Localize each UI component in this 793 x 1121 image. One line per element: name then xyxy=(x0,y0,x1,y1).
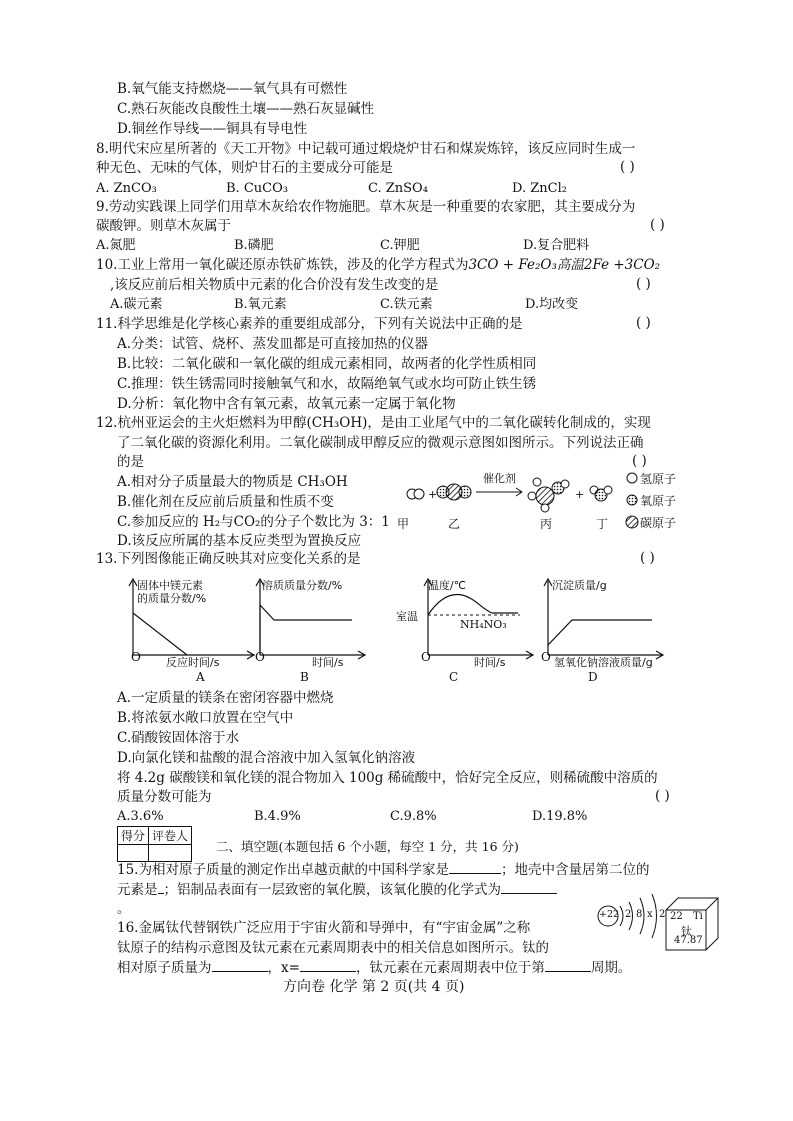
legend-oxygen: 氧原子 xyxy=(640,494,677,508)
q15-text-3: 元素是 xyxy=(117,882,158,898)
q16-line1: 16.金属钛代替钢铁广泛应用于宇宙火箭和导弹中，有“宇宙金属”之称 xyxy=(117,920,531,936)
chart-c-caption: C xyxy=(449,670,459,684)
shell-2-count: 8 xyxy=(636,909,643,920)
q15-blank-3[interactable] xyxy=(501,881,557,894)
q12-option-d: D.该反应所属的基本反应类型为置换反应 xyxy=(117,533,362,549)
label-ding: 丁 xyxy=(596,517,609,531)
q12-option-c: C.参加反应的 H₂与CO₂的分子个数比为 3：1 xyxy=(117,514,390,530)
q13-answer-paren: ( ) xyxy=(640,550,655,566)
chart-d-xlabel: 氢氧化钠溶液质量/g xyxy=(554,656,653,669)
grader-cell[interactable] xyxy=(149,845,192,862)
chart-a-xlabel: 反应时间/s xyxy=(166,656,220,669)
q7-option-b: B.氧气能支持燃烧——氧气具有可燃性 xyxy=(117,81,348,97)
q13-option-d: D.向氯化镁和盐酸的混合溶液中加入氢氧化钠溶液 xyxy=(117,750,416,766)
q12-stem-line3: 的是 xyxy=(117,454,144,470)
q9-option-c: C.钾肥 xyxy=(380,238,420,253)
q14-stem-line1: 将 4.2g 碳酸镁和氧化镁的混合物加入 100g 稀硫酸中，恰好完全反应，则稀硫酸中溶质的 xyxy=(117,770,658,786)
q9-option-b: B.磷肥 xyxy=(234,238,274,253)
nucleus-charge: +22 xyxy=(599,909,620,920)
chart-d-origin: O xyxy=(541,650,551,664)
q12-stem-line2: 了二氧化碳的资源化利用。二氧化碳制成甲醇反应的微观示意图如图所示。下列说法正确 xyxy=(117,435,644,451)
shell-3-count: x xyxy=(647,909,653,920)
chart-c-ylabel: 温度/℃ xyxy=(428,579,467,592)
q15-text-2: ；地壳中含量居第二位的 xyxy=(500,862,650,878)
molecule-bing xyxy=(528,478,569,512)
label-yi: 乙 xyxy=(448,517,461,531)
q10-option-c: C.铁元素 xyxy=(380,297,433,312)
shell-1-count: 2 xyxy=(625,909,632,920)
q15-line2 xyxy=(117,881,557,899)
ti-atom-diagram xyxy=(596,892,668,952)
q14-stem-line2: 质量分数可能为 xyxy=(117,789,212,805)
q10-stem-text: 10.工业上常用一氧化碳还原赤铁矿炼铁，涉及的化学方程式为 xyxy=(96,257,469,273)
chart-c-series-label: NH₄NO₃ xyxy=(460,618,507,631)
q8-option-b: B. CuCO₃ xyxy=(226,181,288,196)
q13-option-a: A.一定质量的镁条在密闭容器中燃烧 xyxy=(117,690,334,706)
chart-a-caption: A xyxy=(196,670,205,684)
q11-answer-paren: ( ) xyxy=(636,315,651,331)
q10-stem-line2: ,该反应前后相关物质中元素的化合价没有发生改变的是 xyxy=(110,277,439,293)
chart-c-xlabel: 时间/s xyxy=(474,656,506,669)
q12-stem-line1: 12.杭州亚运会的主火炬燃料为甲醇(CH₃OH)，是由工业尾气中的二氧化碳转化制成的，实现 xyxy=(96,415,651,431)
chart-d-ylabel: 沉淀质量/g xyxy=(552,579,607,592)
q15-text-1: 15.为相对原子质量的测定作出卓越贡献的中国科学家是 xyxy=(117,862,449,878)
molecule-jia xyxy=(407,489,424,499)
q8-stem-line2: 种无色、无味的气体，则炉甘石的主要成分可能是 xyxy=(96,160,393,176)
element-mass: 47.87 xyxy=(674,935,703,946)
q10-stem-line1 xyxy=(96,256,660,274)
q10-option-b: B.氧元素 xyxy=(234,297,287,312)
grader-label: 评卷人 xyxy=(149,827,192,845)
q7-option-d: D.铜丝作导线——铜具有导电性 xyxy=(117,121,308,137)
q15-line3: 。 xyxy=(117,901,131,917)
chart-c-origin: O xyxy=(421,650,431,664)
q14-option-c: C.9.8% xyxy=(390,809,437,824)
page-footer: 方向卷 化学 第 2 页(共 4 页) xyxy=(283,979,465,995)
q11-stem: 11.科学思维是化学核心素养的重要组成部分，下列有关说法中正确的是 xyxy=(96,316,523,332)
q7-option-c: C.熟石灰能改良酸性土壤——熟石灰显碱性 xyxy=(117,101,375,117)
q16-blank-3[interactable] xyxy=(545,959,591,972)
q10-option-a: A.碳元素 xyxy=(110,297,163,312)
q8-option-c: C. ZnSO₄ xyxy=(368,181,428,196)
legend-oxygen-icon xyxy=(627,495,637,505)
score-label: 得分 xyxy=(118,827,149,845)
score-table xyxy=(117,826,192,862)
q16-blank-2[interactable] xyxy=(300,959,356,972)
chart-b-caption: B xyxy=(300,670,309,684)
q15-text-4: ；铝制品表面有一层致密的氧化膜，该氧化膜的化学式为 xyxy=(163,882,501,898)
q9-stem-line2: 碳酸钾。则草木灰属于 xyxy=(96,218,231,234)
score-cell[interactable] xyxy=(118,845,149,862)
q9-answer-paren: ( ) xyxy=(650,217,665,233)
q10-equation: 3CO + Fe₂O₃高温2Fe +3CO₂ xyxy=(468,257,661,273)
element-number: 22 xyxy=(670,911,683,922)
q12-option-a: A.相对分子质量最大的物质是 CH₃OH xyxy=(117,474,348,490)
chart-b-line xyxy=(260,605,352,655)
molecule-ding xyxy=(590,486,612,501)
section2-title: 二、填空题(本题包括 6 个小题，每空 1 分，共 16 分) xyxy=(216,839,519,854)
chart-a-origin: O xyxy=(131,650,141,664)
legend-carbon: 碳原子 xyxy=(640,516,677,530)
q14-option-a: A.3.6% xyxy=(117,809,164,824)
plus-sign: + xyxy=(428,488,438,501)
chart-a-ylabel2: 的质量分数/% xyxy=(137,592,207,605)
q16-text-4: 周期。 xyxy=(590,960,632,976)
q16-text-2: ，x= xyxy=(267,960,300,976)
chart-b-origin: O xyxy=(255,650,265,664)
q14-option-d: D.19.8% xyxy=(532,809,588,824)
q16-line2: 钛原子的结构示意图及钛元素在元素周期表中的相关信息如图所示。钛的 xyxy=(117,940,549,956)
plus-sign-2: + xyxy=(575,488,585,501)
q8-option-d: D. ZnCl₂ xyxy=(512,181,567,196)
chart-c-curve xyxy=(428,595,518,615)
q10-option-d: D.均改变 xyxy=(525,297,579,312)
chart-b-ylabel: 溶质质量分数/% xyxy=(262,579,343,592)
chart-d-line xyxy=(548,620,652,645)
q15-line1 xyxy=(117,861,649,879)
q16-blank-1[interactable] xyxy=(212,959,268,972)
q10-answer-paren: ( ) xyxy=(636,276,651,292)
catalyst-label: 催化剂 xyxy=(483,472,516,485)
q16-text-1: 相对原子质量为 xyxy=(117,960,212,976)
q8-stem-line1: 8.明代宋应星所著的《天工开物》中记载可通过煅烧炉甘石和煤炭炼锌，该反应同时生成一 xyxy=(96,141,636,157)
q9-option-d: D.复合肥料 xyxy=(523,238,590,253)
q13-stem: 13.下列图像能正确反映其对应变化关系的是 xyxy=(96,551,361,567)
label-jia: 甲 xyxy=(397,517,410,531)
q15-blank-1[interactable] xyxy=(449,861,501,874)
q12-answer-paren: ( ) xyxy=(632,453,647,469)
q11-option-b: B.比较：二氧化碳和一氧化碳的组成元素相同，故两者的化学性质相同 xyxy=(117,356,537,372)
q14-option-b: B.4.9% xyxy=(254,809,301,824)
q9-option-a: A.氮肥 xyxy=(96,238,136,253)
shell-4-count: 2 xyxy=(659,909,666,920)
q11-option-d: D.分析：氧化物中含有氧元素，故氧元素一定属于氧化物 xyxy=(117,396,456,412)
molecule-yi xyxy=(437,484,471,500)
shell-1 xyxy=(620,906,623,926)
q11-option-a: A.分类：试管、烧杯、蒸发皿都是可直接加热的仪器 xyxy=(117,336,429,352)
chart-d-caption: D xyxy=(588,670,598,684)
chart-c-ref-label: 室温 xyxy=(396,610,418,623)
legend-carbon-icon xyxy=(626,516,638,528)
chart-a-ylabel1: 固体中镁元素 xyxy=(137,579,203,592)
q16-line3 xyxy=(117,959,631,977)
element-symbol: Ti xyxy=(693,911,703,922)
legend-hydrogen: 氢原子 xyxy=(640,472,677,486)
legend-hydrogen-icon xyxy=(627,473,637,483)
q8-answer-paren: ( ) xyxy=(620,159,635,175)
q8-option-a: A. ZnCO₃ xyxy=(96,181,157,196)
q9-stem-line1: 9.劳动实践课上同学们用草木灰给农作物施肥。草木灰是一种重要的农家肥，其主要成分为 xyxy=(96,199,636,215)
chart-a-line xyxy=(133,613,187,655)
chart-b-xlabel: 时间/s xyxy=(312,656,344,669)
label-bing: 丙 xyxy=(540,517,553,531)
q13-option-c: C.硝酸铵固体溶于水 xyxy=(117,730,240,746)
q11-option-c: C.推理：铁生锈需同时接触氧气和水，故隔绝氧气或水均可防止铁生锈 xyxy=(117,376,537,392)
q14-answer-paren: ( ) xyxy=(655,788,670,804)
q12-option-b: B.催化剂在反应前后质量和性质不变 xyxy=(117,494,334,510)
q13-option-b: B.将浓氨水敞口放置在空气中 xyxy=(117,710,294,726)
q16-text-3: ，钛元素在元素周期表中位于第 xyxy=(355,960,545,976)
element-name: 钛 xyxy=(681,925,692,938)
